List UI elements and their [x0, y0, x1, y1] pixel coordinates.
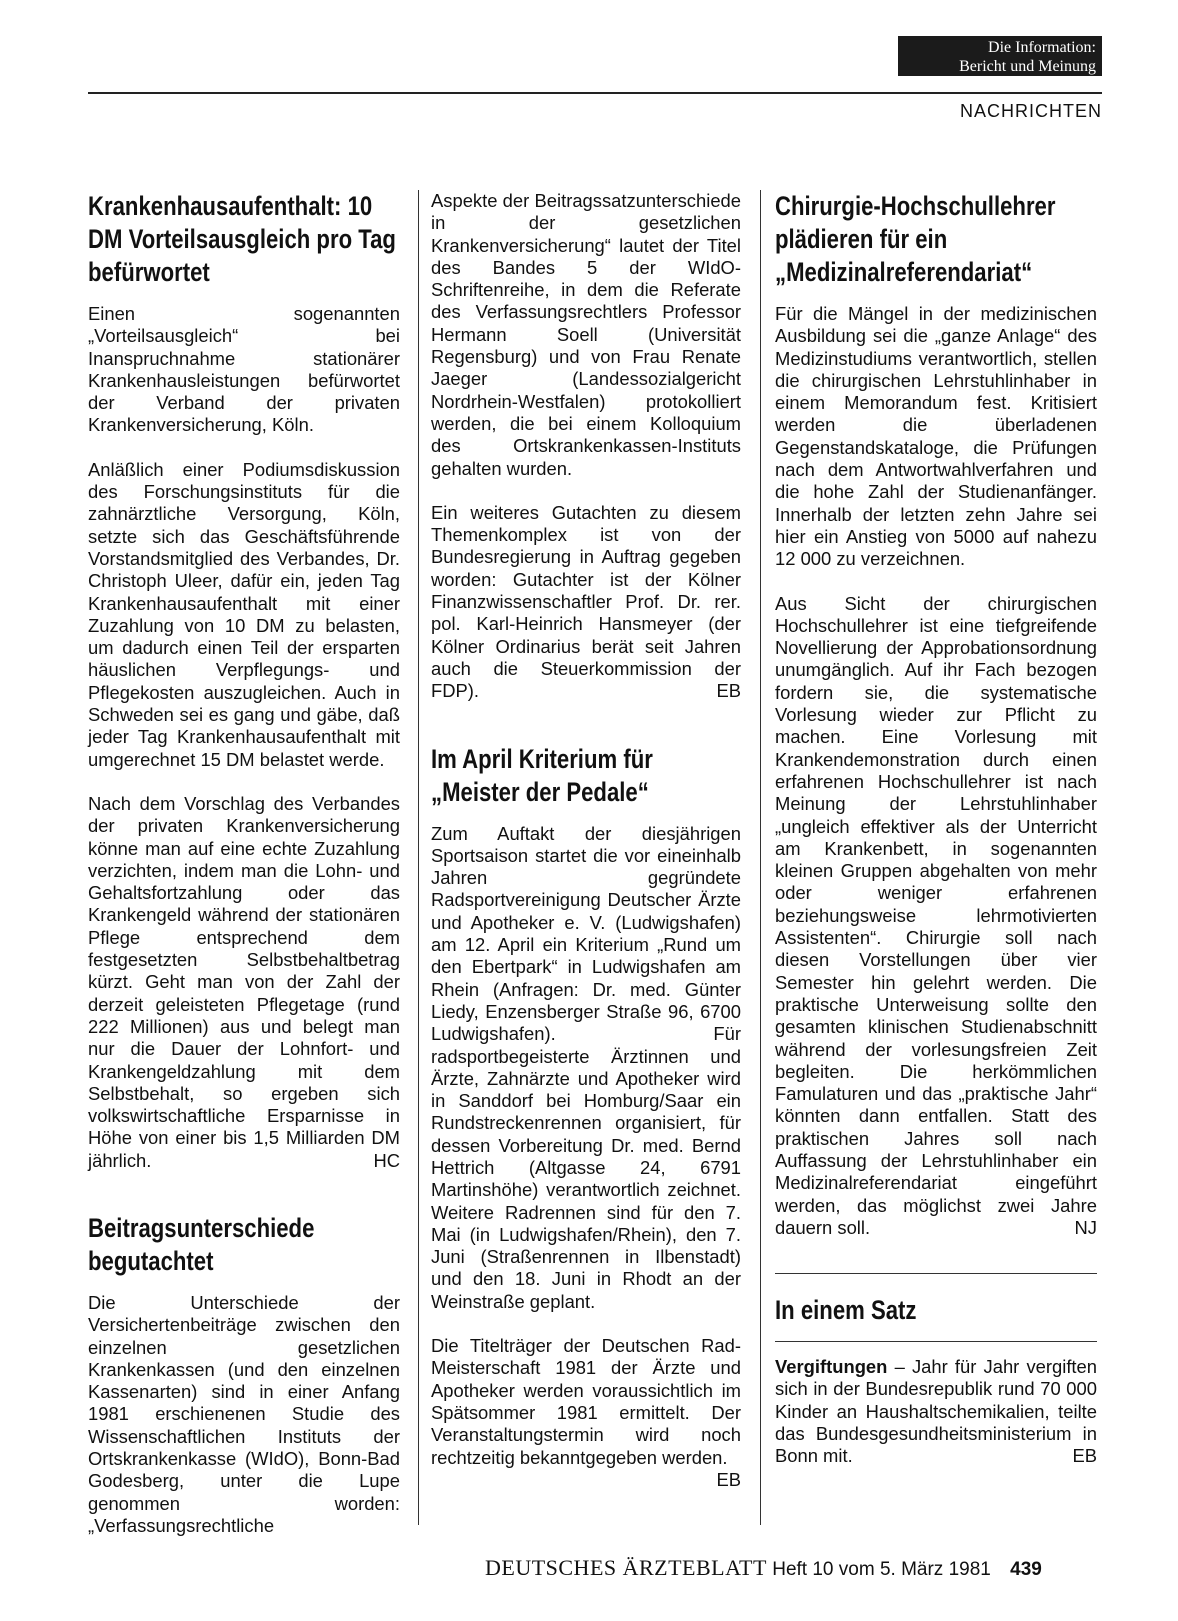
article-headline: Krankenhausaufenthalt: 10 DM Vorteilsausgleich pro Tag befürwortet [88, 191, 396, 287]
article-paragraph [88, 793, 400, 1172]
author-initials: EB [716, 1468, 741, 1490]
column-2 [431, 190, 741, 1491]
page-footer [485, 1555, 1042, 1581]
article-headline: Beitragsunterschiede begutachtet [88, 1212, 315, 1276]
paragraph-text: Nach dem Vorschlag des Verbandes der privaten Krankenversicherung könne man auf eine echte Zuzahlung verzichten, indem man die Lohn- und Gehaltsfortzahlung oder das Krankengeld während der stationären Pflege entsprechend dem festgesetzten Selbstbehaltbetrag kürzt. Geht man von der Zahl der derzeit geleisteten Pflegetage (rund 222 Millionen) aus und belegt man nur die Dauer der Lohnfort- und Krankengeldzahlung mit dem Selbstbehalt, so ergeben sich volkswirtschaftliche Ersparnisse in Höhe von einer bis 1,5 Milliarden DM jährlich. [88, 792, 400, 1171]
section-label-box [898, 36, 1102, 76]
section-title: NACHRICHTEN [959, 101, 1102, 121]
article-paragraph: Zum Auftakt der diesjährigen Sportsaison startet die vor eineinhalb Jahren gegründete Radsportvereinigung Deutscher Ärzte und Apotheker e. V. (Ludwigshafen) am 12. April ein Kriterium „Rund um den Ebertpark“ in Ludwigshafen am Rhein (Anfragen: Dr. med. Günter Liedy, Enzensberger Straße 96, 6700 Ludwigshafen). Für radsportbegeisterte Ärztinnen und Ärzte, Zahnärzte und Apotheker wird in Sanddorf bei Homburg/Saar ein Rundstreckenrennen organisiert, für dessen Vorbereitung Dr. med. Bernd Hettrich (Altgasse 24, 6791 Martinshöhe) verantwortlich zeichnet. Weitere Radrennen sind für den 7. Mai (in Ludwigshafen/Rhein), den 7. Juni (Straßenrennen in Ilbenstadt) und den 18. Juni in Rhodt an der Weinstraße geplant. [431, 822, 741, 1312]
article-paragraph [431, 502, 741, 703]
journal-name: DEUTSCHES ÄRZTEBLATT [485, 1555, 767, 1580]
paragraph-text: – Jahr für Jahr vergiften sich in der Bundesrepublik rund 70 000 Kinder an Haushaltschemikalien, teilte das Bundesgesundheitsministerium in Bonn mit. [775, 1356, 1097, 1467]
author-initials: EB [1072, 1445, 1097, 1467]
article-paragraph [431, 1335, 741, 1490]
paragraph-text: Die Titelträger der Deutschen Rad-Meisterschaft 1981 der Ärzte und Apotheker werden voraussichtlich im Spätsommer 1981 ermittelt. Der Veranstaltungstermin wird noch rechtzeitig bekanntgegeben werden. [431, 1335, 741, 1468]
column-3 [775, 190, 1097, 1468]
section-divider [775, 1273, 1097, 1274]
page-number: 439 [1010, 1559, 1042, 1580]
issue-info: Heft 10 vom 5. März 1981 [772, 1559, 991, 1580]
paragraph-text: Ein weiteres Gutachten zu diesem Themenkomplex ist von der Bundesregierung in Auftrag gegeben worden: Gutachter ist der Kölner Finanzwissenschaftler Prof. Dr. rer. pol. Karl-Heinrich Hansmeyer (der Kölner Ordinarius berät seit Jahren auch die Steuerkommission der FDP). [431, 501, 741, 702]
author-initials: NJ [1074, 1216, 1097, 1238]
article-paragraph: Aspekte der Beitragssatzunterschiede in der gesetzlichen Krankenversicherung“ lautet der Titel des Bandes 5 der WIdO-Schriftenreihe, in dem die Referate des Verfassungsrechtlers Professor Hermann Soell (Universität Regensburg) und von Frau Renate Jaeger (Landessozialgericht Nordrhein-Westfalen) protokolliert werden, die bei einem Kolloquium des Ortskrankenkassen-Instituts gehalten wurden. [431, 190, 741, 479]
article-paragraph: Für die Mängel in der medizinischen Ausbildung sei die „ganze Anlage“ des Medizinstudiums verantwortlich, stellen die chirurgischen Lehrstuhlinhaber in einem Memorandum fest. Kritisiert werden die überladenen Gegenstandskataloge, die Prüfungen nach dem Antwortwahlverfahren und die hohe Zahl der Studienanfänger. Innerhalb der letzten zehn Jahre sei hier ein Anstieg von 5000 auf nahezu 12 000 zu verzeichnen. [775, 303, 1097, 570]
paragraph-text: Aus Sicht der chirurgischen Hochschullehrer ist eine tiefgreifende Novellierung der Approbationsordnung unumgänglich. Auf ihr Fach bezogen fordern sie, die systematische Vorlesung wieder zur Pflicht zu machen. Eine Vorlesung mit Krankendemonstration durch einen erfahrenen Hochschullehrer ist nach Meinung der Lehrstuhlinhaber „ungleich effektiver als der Unterricht am Krankenbett, in sogenannten kleinen Gruppen abgehalten von mehr oder weniger erfahrenen beziehungsweise lehrmotivierten Assistenten“. Chirurgie soll nach diesen Vorstellungen über vier Semester hin gelehrt werden. Die praktische Unterweisung sollte den gesamten klinischen Studienabschnitt während der vorlesungsfreien Zeit begleiten. Die herkömmlichen Famulaturen und das „praktische Jahr“ könnten dann entfallen. Statt des praktischen Jahres soll nach Auffassung der Lehrstuhlinhaber ein Medizinalreferendariat eingeführt werden, das möglichst zwei Jahre dauern soll. [775, 592, 1097, 1238]
article-paragraph: Einen sogenannten „Vorteilsausgleich“ bei Inanspruchnahme stationärer Krankenhausleistungen befürwortet der Verband der privaten Krankenversicherung, Köln. [88, 303, 400, 436]
section-divider [775, 1341, 1097, 1342]
article-paragraph: Die Unterschiede der Versichertenbeiträge zwischen den einzelnen gesetzlichen Krankenkassen (und den einzelnen Kassenarten) sind in einer Anfang 1981 erschienenen Studie des Wissenschaftlichen Instituts der Ortskrankenkasse (WIdO), Bonn-Bad Godesberg, unter die Lupe genommen worden: „Verfassungsrechtliche [88, 1291, 400, 1536]
section-label-line2: Bericht und Meinung [959, 58, 1096, 75]
article-headline: Chirurgie-Hochschullehrer plädieren für ein „Medizinalreferendariat“ [775, 191, 1056, 287]
article-paragraph [775, 593, 1097, 1240]
article-paragraph: Anläßlich einer Podiumsdiskussion des Forschungsinstituts für die zahnärztliche Versorgung, Köln, setzte sich das Geschäftsführende Vorstandsmitglied des Verbandes, Dr. Christoph Uleer, dafür ein, jeden Tag Krankenhausaufenthalt mit einer Zuzahlung von 10 DM zu belasten, um dadurch einen Teil der ersparten häuslichen Verpflegungs- und Pflegekosten auszugleichen. Auch in Schweden sei es gang und gäbe, daß jeder Tag Krankenhausaufenthalt mit umgerechnet 15 DM belastet werde. [88, 458, 400, 770]
section-label-line1: Die Information: [988, 39, 1096, 56]
column-divider [418, 190, 419, 1525]
author-initials: HC [373, 1149, 400, 1171]
article-headline: Im April Kriterium für „Meister der Pedale“ [431, 743, 653, 807]
header-rule [88, 92, 1102, 94]
brief-paragraph [775, 1356, 1097, 1467]
column-1 [88, 190, 400, 1559]
column-divider [760, 190, 761, 1525]
brief-lead: Vergiftungen [775, 1356, 888, 1378]
section-headline: In einem Satz [775, 1295, 917, 1326]
author-initials: EB [716, 680, 741, 702]
